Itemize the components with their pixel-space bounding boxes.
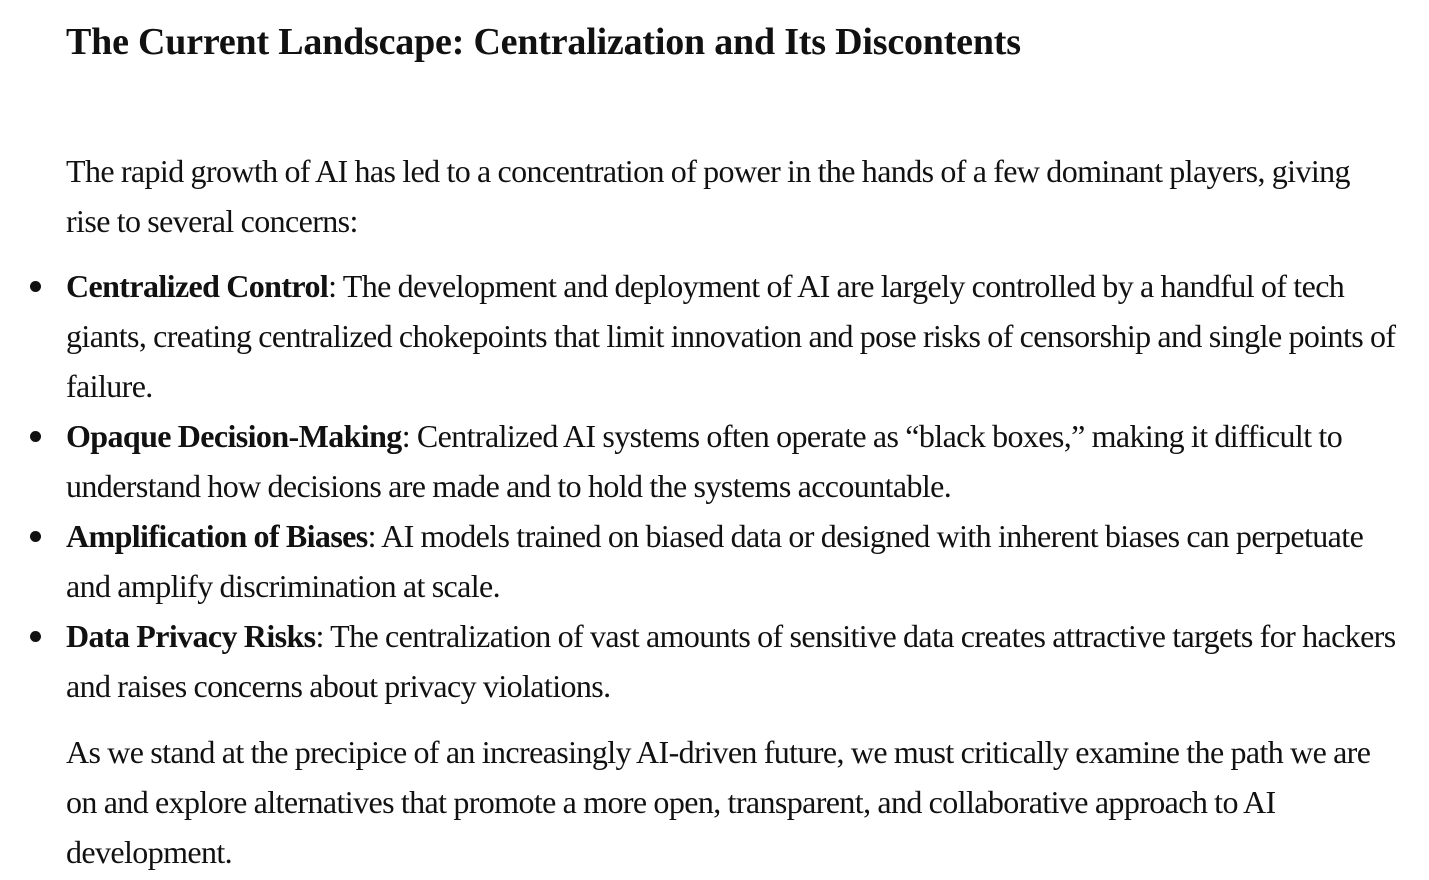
concern-description: The development and deployment of AI are largely controlled by a handful of tech giants, creating centralized chokepoints that limit innovation and pose risks of censorship and single points of failure. bbox=[66, 268, 1396, 404]
concern-separator: : bbox=[328, 268, 337, 304]
concern-term: Opaque Decision-Making bbox=[66, 418, 402, 454]
concern-separator: : bbox=[315, 618, 324, 654]
concern-term: Centralized Control bbox=[66, 268, 329, 304]
bullet-icon bbox=[30, 631, 41, 642]
section-heading: The Current Landscape: Centralization and Its Discontents bbox=[66, 21, 1021, 63]
bullet-icon bbox=[30, 431, 41, 442]
bullet-icon bbox=[30, 281, 41, 292]
concern-separator: : bbox=[367, 518, 376, 554]
bullet-icon bbox=[30, 531, 41, 542]
intro-paragraph: The rapid growth of AI has led to a concentration of power in the hands of a few dominant players, giving rise to several concerns: bbox=[66, 153, 1350, 239]
concern-description: Centralized AI systems often operate as “black boxes,” making it difficult to understand how decisions are made and to hold the systems accountable. bbox=[66, 418, 1343, 504]
concern-description: AI models trained on biased data or designed with inherent biases can perpetuate and amplify discrimination at scale. bbox=[66, 518, 1364, 604]
concern-term: Amplification of Biases bbox=[66, 518, 368, 554]
list-item-opaque-decision-making bbox=[66, 411, 1399, 511]
concern-term: Data Privacy Risks bbox=[66, 618, 316, 654]
concerns-list bbox=[66, 261, 1399, 711]
concern-description: The centralization of vast amounts of sensitive data creates attractive targets for hackers and raises concerns about privacy violations. bbox=[66, 618, 1396, 704]
closing-paragraph: As we stand at the precipice of an increasingly AI-driven future, we must critically examine the path we are on and explore alternatives that promote a more open, transparent, and collaborative approach to AI development. bbox=[66, 734, 1371, 870]
list-item-data-privacy-risks bbox=[66, 611, 1399, 711]
concern-separator: : bbox=[401, 418, 410, 454]
list-item-amplification-of-biases bbox=[66, 511, 1399, 611]
list-item-centralized-control bbox=[66, 261, 1399, 411]
